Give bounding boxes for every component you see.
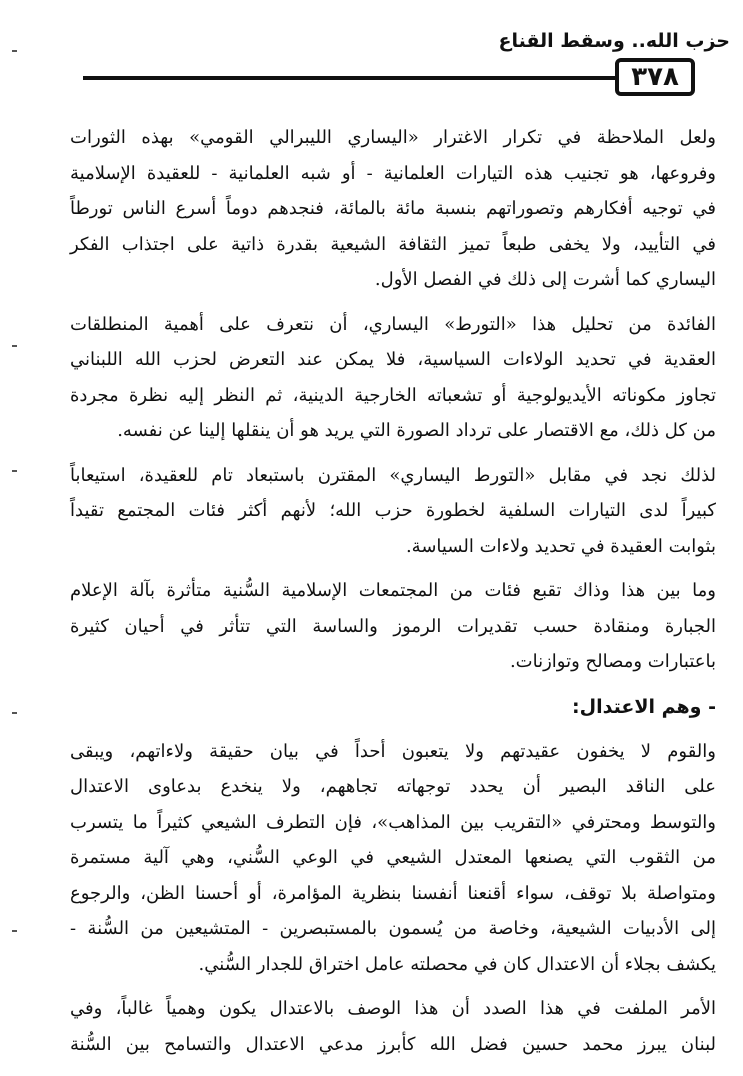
- header-rule: [83, 76, 615, 80]
- text-line: إلى الأدبيات الشيعية، وخاصة من يُسمون بالمستبصرين - المتشيعين من السُّنة -: [70, 918, 716, 939]
- paragraph-3: [70, 458, 716, 565]
- text-line: الفائدة من تحليل هذا «التورط» اليساري، أن نتعرف على أهمية المنطلقات: [70, 313, 716, 335]
- text-line: يكشف بجلاء أن الاعتدال كان في محصلته عامل اختراق للجدار السُّني.: [198, 953, 716, 975]
- text-line: باعتبارات ومصالح وتوازنات.: [509, 651, 716, 672]
- paragraph-5: [70, 734, 716, 983]
- text-line: اليساري كما أشرت إلى ذلك في الفصل الأول.: [374, 269, 716, 290]
- text-line: الجبارة ومنقادة حسب تقديرات الرموز والساسة التي تتأثر في أحيان كثيرة: [70, 615, 716, 637]
- text-line: على الناقد البصير أن يحدد توجهاته تجاههم، ولا ينخدع بدعاوى الاعتدال: [70, 776, 716, 797]
- margin-mark: [12, 345, 17, 347]
- text-line: الأمر الملفت في هذا الصدد أن هذا الوصف بالاعتدال يكون وهمياً غالباً، وفي: [70, 998, 716, 1019]
- text-line: بثوابت العقيدة في تحديد ولاءات السياسة.: [405, 535, 716, 557]
- text-line: من كل ذلك، مع الاقتصار على ترداد الصورة التي يريد هو أن ينقلها إلينا عن نفسه.: [117, 420, 716, 441]
- paragraph-6: [70, 991, 716, 1062]
- running-title: حزب الله.. وسقط القناع: [498, 30, 730, 52]
- margin-mark: [12, 930, 17, 932]
- text-line: العقدية في تحديد الولاءات السياسية، فلا يمكن عند التعرض لحزب الله اللبناني: [70, 349, 716, 370]
- text-line: كبيراً لدى التيارات السلفية لخطورة حزب الله؛ لأنهم أكثر فئات المجتمع تقيداً: [70, 500, 716, 521]
- text-line: لذلك نجد في مقابل «التورط اليساري» المقترن باستبعاد تام للعقيدة، استيعاباً: [70, 464, 716, 486]
- body-text: [70, 120, 716, 1071]
- text-line: تجاوز مكوناته الأيديولوجية أو تشعباته الخارجية الدينية، ثم النظر إليه نظرة مجردة: [70, 384, 716, 406]
- text-line: لبنان يبرز محمد حسين فضل الله كأبرز مدعي الاعتدال والتسامح بين السُّنة: [70, 1033, 716, 1055]
- page-number: ٣٧٨: [615, 58, 695, 96]
- text-line: وفروعها، هو تجنيب هذه التيارات العلمانية - أو شبه العلمانية - للعقيدة الإسلامية: [70, 162, 716, 184]
- paragraph-2: [70, 307, 716, 449]
- margin-mark: [12, 470, 17, 472]
- text-line: في توجيه أفكارهم وتصوراتهم بنسبة مائة بالمائة، فنجدهم دوماً أسرع الناس تورطاً: [70, 198, 716, 219]
- section-heading: - وهم الاعتدال:: [572, 695, 716, 718]
- paragraph-1: [70, 120, 716, 298]
- text-line: وما بين هذا وذاك تقبع فئات من المجتمعات الإسلامية السُّنية متأثرة بآلة الإعلام: [70, 580, 716, 601]
- text-line: والتوسط ومحترفي «التقريب بين المذاهب»، فإن التطرف الشيعي كثيراً ما يتسرب: [70, 811, 716, 833]
- text-line: ومتواصلة بلا توقف، سواء أقنعنا أنفسنا بنظرية المؤامرة، أو أحسنا الظن، والرجوع: [70, 882, 716, 904]
- text-line: والقوم لا يخفون عقيدتهم ولا يتعبون أحداً في بيان حقيقة ولاءاتهم، ويبقى: [70, 740, 716, 762]
- paragraph-4: [70, 573, 716, 680]
- margin-mark: [12, 712, 17, 714]
- margin-mark: [12, 50, 17, 52]
- text-line: من الثقوب التي يصنعها المعتدل الشيعي في الوعي السُّني، وهي آلية مستمرة: [70, 847, 716, 868]
- text-line: في التأييد، ولا يخفى طبعاً تميز الثقافة الشيعية بقدرة ذاتية على اجتذاب الفكر: [70, 233, 716, 255]
- text-line: ولعل الملاحظة في تكرار الاغترار «اليساري الليبرالي القومي» بهذه الثورات: [70, 127, 716, 148]
